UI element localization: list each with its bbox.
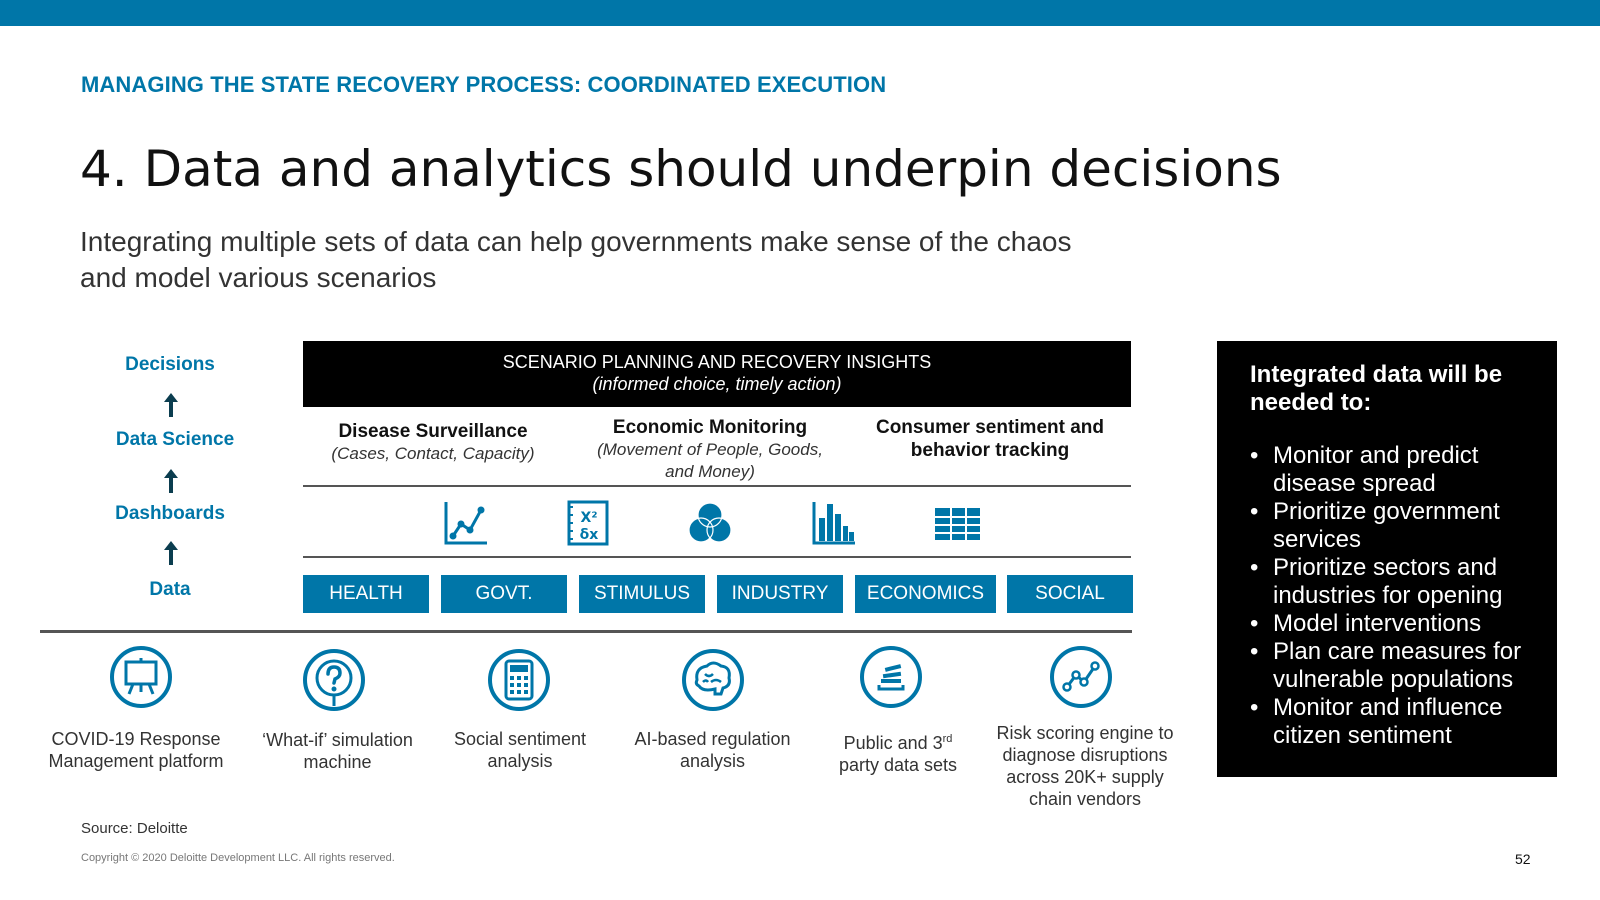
calculator-icon xyxy=(487,648,551,712)
feature-label-superscript: rd xyxy=(942,733,953,745)
line-chart-icon xyxy=(443,500,489,546)
feature-label-public-data xyxy=(823,728,973,776)
feature-label-social-sentiment: Social sentiment analysis xyxy=(453,729,587,771)
layer-data: Data xyxy=(149,579,191,600)
bullet-text: Monitor and influence citizen sentiment xyxy=(1273,694,1503,749)
list-item xyxy=(1250,554,1550,610)
bullet-text: Model interventions xyxy=(1273,610,1482,637)
scenario-title: SCENARIO PLANNING AND RECOVERY INSIGHTS xyxy=(502,352,932,372)
trend-line-icon xyxy=(1049,645,1113,709)
layer-decisions: Decisions xyxy=(125,354,215,375)
column-subheading: (Cases, Contact, Capacity) xyxy=(331,444,535,463)
data-tag-economics: ECONOMICS xyxy=(855,575,996,613)
bullet-icon: • xyxy=(1250,498,1259,525)
bullet-text: Prioritize government services xyxy=(1273,498,1500,553)
svg-text:δx: δx xyxy=(579,527,599,543)
column-heading: Economic Monitoring xyxy=(612,417,808,438)
column-heading: Consumer sentiment and behavior tracking xyxy=(875,417,1105,461)
column-economic-monitoring xyxy=(590,416,830,483)
bullet-icon: • xyxy=(1250,610,1259,637)
sidebox-heading: Integrated data will be needed to: xyxy=(1250,361,1503,416)
column-subheading: (Movement of People, Goods, and Money) xyxy=(597,440,823,481)
bullet-icon: • xyxy=(1250,554,1259,581)
svg-text:X²: X² xyxy=(580,510,598,526)
divider xyxy=(303,556,1131,558)
layer-data-science: Data Science xyxy=(115,429,235,450)
list-item xyxy=(1250,498,1550,554)
feature-label-what-if: ‘What-if’ simulation machine xyxy=(262,730,413,772)
table-grid-icon xyxy=(934,500,980,546)
data-tag-stimulus: STIMULUS xyxy=(579,575,705,613)
divider xyxy=(303,485,1131,487)
up-arrow-icon xyxy=(163,393,179,417)
data-tag-industry: INDUSTRY xyxy=(717,575,843,613)
scenario-header xyxy=(303,341,1131,407)
column-heading: Disease Surveillance xyxy=(338,421,528,442)
column-consumer-sentiment xyxy=(862,416,1118,462)
source-note: Source: Deloitte xyxy=(81,820,188,837)
feature-label-text: party data sets xyxy=(838,755,958,775)
up-arrow-icon xyxy=(163,469,179,493)
column-disease-surveillance xyxy=(318,420,548,465)
bullet-icon: • xyxy=(1250,638,1259,665)
presentation-board-icon xyxy=(109,645,173,709)
bar-chart-icon xyxy=(811,500,857,546)
layer-dashboards: Dashboards xyxy=(115,503,225,524)
sidebox-bullet-list xyxy=(1250,442,1550,750)
bullet-icon: • xyxy=(1250,442,1259,469)
bullet-text: Prioritize sectors and industries for opening xyxy=(1273,554,1503,609)
bullet-icon: • xyxy=(1250,694,1259,721)
question-mark-icon xyxy=(302,648,366,712)
list-item xyxy=(1250,694,1550,750)
feature-label-covid-platform: COVID-19 Response Management platform xyxy=(48,729,224,771)
data-stack-icon xyxy=(859,645,923,709)
bullet-text: Plan care measures for vulnerable populations xyxy=(1273,638,1522,693)
feature-label-ai-regulation: AI-based regulation analysis xyxy=(634,729,791,771)
bullet-text: Monitor and predict disease spread xyxy=(1273,442,1479,497)
feature-label-text: Public and 3 xyxy=(843,733,943,753)
feature-label-risk-scoring: Risk scoring engine to diagnose disruptions across 20K+ supply chain vendors xyxy=(996,723,1174,809)
list-item xyxy=(1250,638,1550,694)
page-subtitle: Integrating multiple sets of data can help governments make sense of the chaos and model various scenarios xyxy=(80,226,1072,293)
copyright-notice: Copyright © 2020 Deloitte Development LLC. All rights reserved. xyxy=(81,852,395,864)
section-eyebrow: MANAGING THE STATE RECOVERY PROCESS: COORDINATED EXECUTION xyxy=(81,72,887,97)
brain-icon xyxy=(681,648,745,712)
baseline-divider xyxy=(40,630,1132,633)
integrated-data-box xyxy=(1217,341,1557,777)
data-tag-social: SOCIAL xyxy=(1007,575,1133,613)
data-tag-govt: GOVT. xyxy=(441,575,567,613)
list-item xyxy=(1250,610,1550,638)
top-brand-bar xyxy=(0,0,1600,26)
venn-diagram-icon xyxy=(687,500,733,546)
data-tag-health: HEALTH xyxy=(303,575,429,613)
list-item xyxy=(1250,442,1550,498)
page-number: 52 xyxy=(1515,851,1531,867)
scenario-subtitle: (informed choice, timely action) xyxy=(592,374,842,394)
page-title: 4. Data and analytics should underpin decisions xyxy=(80,140,1282,198)
up-arrow-icon xyxy=(163,541,179,565)
math-sheet-icon xyxy=(565,500,611,546)
